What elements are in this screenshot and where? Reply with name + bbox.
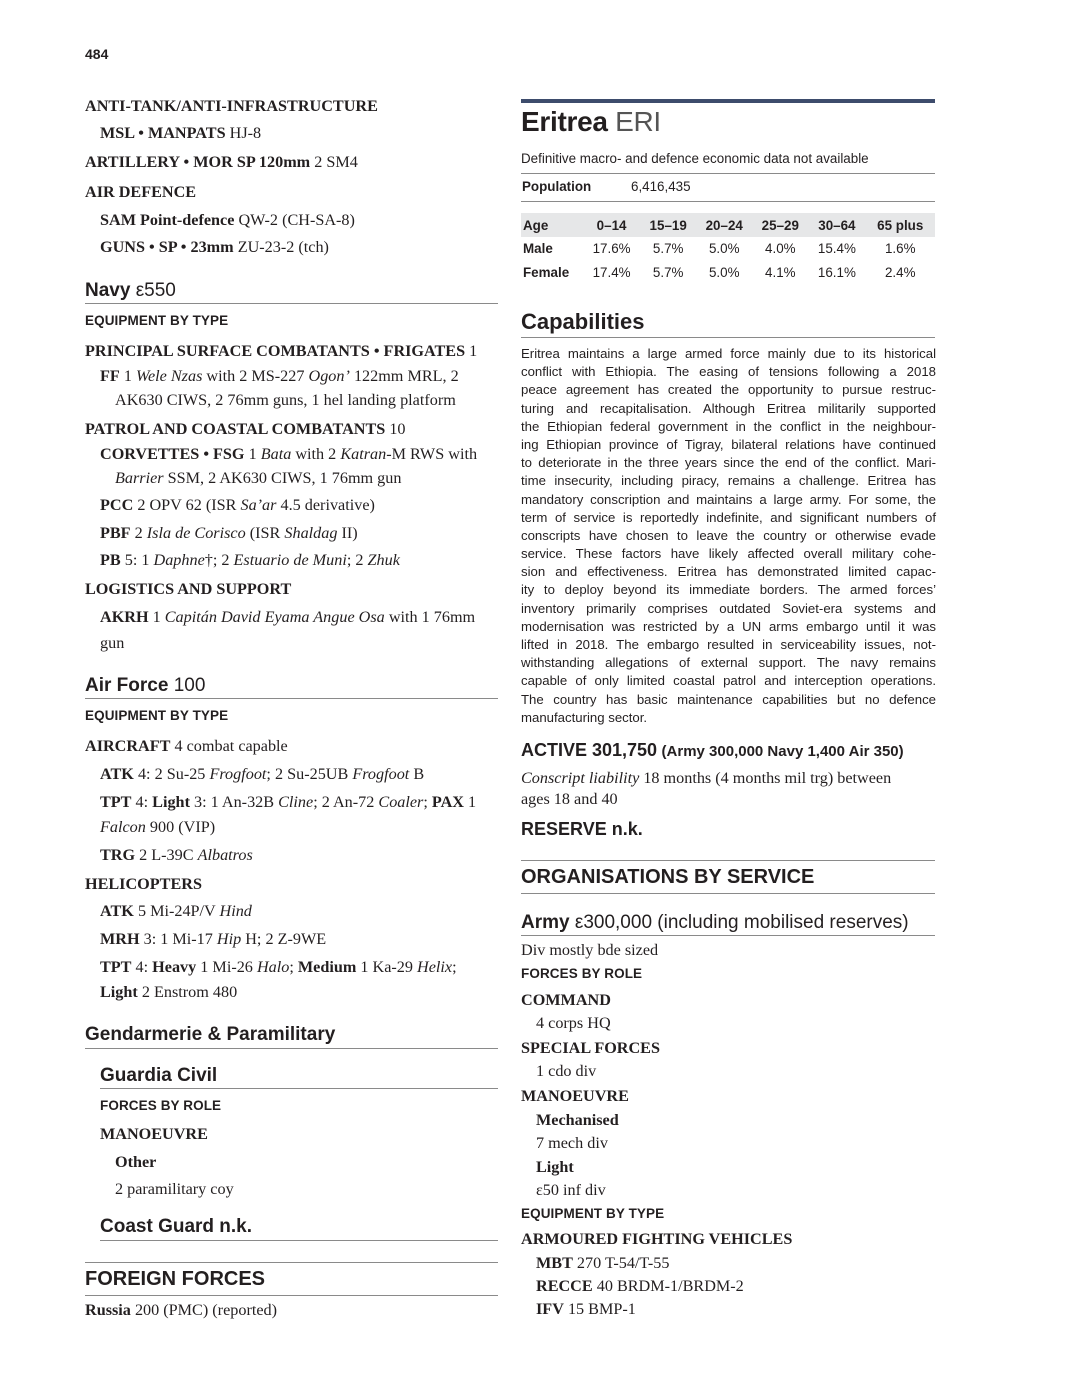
age-table-header (521, 213, 935, 237)
capabilities-line: the Ethiopian federal government in the conflict in the neighbour- (521, 418, 936, 434)
page-number: 484 (85, 46, 109, 62)
aircraft-line: AIRCRAFT 4 combat capable (85, 737, 288, 755)
mechanised-value: 7 mech div (536, 1134, 608, 1152)
age-header-cell: 25–29 (752, 213, 808, 237)
age-cell: 4.0% (765, 241, 796, 257)
mrh-line: MRH 3: 1 Mi-17 Hip H; 2 Z-9WE (100, 930, 327, 948)
special-forces-heading: SPECIAL FORCES (521, 1039, 660, 1057)
capabilities-paragraph (521, 345, 936, 727)
recce-line: RECCE 40 BRDM-1/BRDM-2 (536, 1277, 744, 1295)
capabilities-line: peace agreement has created the opportunity to pursue restruc- (521, 382, 936, 398)
heli-tpt-line-2: Light 2 Enstrom 480 (100, 983, 238, 1001)
atk-line: ATK 4: 2 Su-25 Frogfoot; 2 Su-25UB Frogfoot B (100, 765, 425, 783)
navy-rule (85, 303, 498, 304)
age-header-cell: 65 plus (865, 213, 935, 237)
army-rule (521, 935, 935, 936)
age-row-label: Male (523, 241, 553, 257)
age-cell: 17.6% (592, 241, 631, 257)
organisations-heading: ORGANISATIONS BY SERVICE (521, 866, 815, 888)
pcc-heading: PATROL AND COASTAL COMBATANTS 10 (85, 420, 406, 438)
capabilities-line: modernisation was restricted by a UN arms embargo until it was (521, 618, 936, 634)
akrh-line: AKRH 1 Capitán David Eyama Angue Osa with 1 76mm (100, 608, 476, 626)
capabilities-line: The country has basic maintenance capabilities but no defence (521, 691, 936, 707)
age-cell: 5.0% (708, 264, 740, 280)
at-heading: ANTI-TANK/ANTI-INFRASTRUCTURE (85, 97, 378, 115)
pb-line: PB 5: 1 Daphne†; 2 Estuario de Muni; 2 Zhuk (100, 551, 400, 569)
mechanised-heading: Mechanised (536, 1111, 619, 1129)
capabilities-line: conscripts have chosen to leave the country or otherwise evade (521, 527, 936, 543)
gendarmerie-heading: Gendarmerie & Paramilitary (85, 1024, 336, 1045)
age-table-row-female (521, 261, 935, 285)
pbf-line: PBF 2 Isla de Corisco (ISR Shaldag II) (100, 524, 358, 542)
coast-guard-heading: Coast Guard n.k. (100, 1216, 253, 1237)
gendarmerie-rule (85, 1048, 498, 1049)
afv-heading: ARMOURED FIGHTING VEHICLES (521, 1230, 793, 1248)
capabilities-line: capable of only limited coastal patrol and interception operations. (521, 673, 936, 689)
age-row-label: Female (523, 264, 570, 280)
gc-forces-heading: FORCES BY ROLE (100, 1098, 222, 1113)
ff-line: FF 1 Wele Nzas with 2 MS-227 Ogon’ 122mm MRL, 2 (100, 367, 459, 385)
at-msl-line: MSL • MANPATS HJ-8 (100, 124, 262, 142)
age-header-cell: 0–14 (583, 213, 640, 237)
reserve-line: RESERVE n.k. (521, 819, 643, 839)
army-note: Div mostly bde sized (521, 941, 659, 959)
capabilities-line: time insecurity, including piracy, remains a challenge. Eritrea has (521, 473, 936, 489)
age-header-cell: 20–24 (696, 213, 752, 237)
capabilities-line: turing and recapitalisation. Although Eritrea militarily supported (521, 400, 936, 416)
age-cell: 5.7% (652, 241, 684, 257)
air-force-heading: Air Force 100 (85, 675, 206, 696)
capabilities-line: term of service is reportedly indefinite, and significant numbers of (521, 509, 936, 525)
special-forces-value: 1 cdo div (536, 1062, 597, 1080)
macro-rule (521, 173, 935, 174)
trg-line: TRG 2 L-39C Albatros (100, 846, 253, 864)
macro-note: Definitive macro- and defence economic data not available (521, 151, 869, 166)
age-cell: 4.1% (765, 264, 796, 280)
capabilities-line: service. These factors have likely affected overall military cohe- (521, 546, 936, 562)
age-header-cell: 30–64 (808, 213, 865, 237)
forces-by-role-heading: FORCES BY ROLE (521, 966, 643, 981)
ff-line-2: AK630 CIWS, 2 76mm guns, 1 hel landing platform (115, 391, 456, 409)
air-force-rule (85, 698, 498, 699)
age-header-cell: 15–19 (640, 213, 696, 237)
ifv-line: IFV 15 BMP-1 (536, 1300, 636, 1318)
conscript-line-2: ages 18 and 40 (521, 790, 618, 808)
mbt-line: MBT 270 T-54/T-55 (536, 1254, 670, 1272)
age-cell: 2.4% (884, 264, 916, 280)
pcc-line: PCC 2 OPV 62 (ISR Sa’ar 4.5 derivative) (100, 496, 375, 514)
orgs-rule (521, 893, 935, 894)
air-defence-heading: AIR DEFENCE (85, 183, 197, 201)
capabilities-line: manufacturing sector. (521, 709, 648, 725)
logistics-heading: LOGISTICS AND SUPPORT (85, 580, 292, 598)
army-equipment-heading: EQUIPMENT BY TYPE (521, 1206, 665, 1221)
age-cell: 16.1% (817, 264, 856, 280)
gc-other-value: 2 paramilitary coy (115, 1180, 234, 1198)
capabilities-line: Eritrea maintains a large armed force mainly due to its historical (521, 346, 936, 361)
akrh-line-2: gun (100, 634, 125, 652)
active-line: ACTIVE 301,750 (Army 300,000 Navy 1,400 Air 350) (521, 740, 904, 760)
army-heading: Army ε300,000 (including mobilised reserves) (521, 912, 909, 933)
population-rule (521, 201, 935, 202)
air-force-equipment-heading: EQUIPMENT BY TYPE (85, 708, 229, 723)
foreign-forces-rule (85, 1295, 498, 1296)
sam-line: SAM Point-defence QW-2 (CH-SA-8) (100, 211, 355, 229)
heli-atk-line: ATK 5 Mi-24P/V Hind (100, 902, 252, 920)
population-label: Population (522, 179, 592, 194)
command-value: 4 corps HQ (536, 1014, 611, 1032)
capabilities-line: conflict with Ethiopia. The easing of tensions following a 2018 (521, 364, 936, 380)
command-heading: COMMAND (521, 991, 611, 1009)
capabilities-line: lifted in 2018. The embargo resulted in serviceability issues, not- (521, 637, 936, 652)
corvettes-line: CORVETTES • FSG 1 Bata with 2 Katran-M RWS with (100, 445, 478, 463)
foreign-forces-top-rule (85, 1262, 498, 1263)
light-heading: Light (536, 1158, 574, 1176)
capabilities-line: inventory primarily comprises outdated Soviet-era systems and (521, 600, 936, 616)
age-cell: 5.7% (652, 264, 684, 280)
age-cell: 1.6% (884, 241, 916, 257)
capabilities-line: to deteriorate in the three years since the end of the conflict. Mari- (521, 455, 936, 471)
artillery-line: ARTILLERY • MOR SP 120mm 2 SM4 (85, 153, 358, 171)
conscript-line: Conscript liability 18 months (4 months mil trg) between (521, 769, 892, 787)
navy-heading: Navy ε550 (85, 280, 176, 301)
age-table-row-male (521, 237, 935, 261)
guardia-civil-rule (100, 1088, 498, 1089)
country-title-bar (521, 99, 935, 103)
capabilities-rule (521, 337, 935, 338)
capabilities-line: ing Ethiopian province of Tigray, bilateral relations have continued (521, 436, 936, 452)
corvettes-line-2: Barrier SSM, 2 AK630 CIWS, 1 76mm gun (115, 469, 402, 487)
capabilities-heading: Capabilities (521, 309, 645, 334)
age-cell: 17.4% (592, 264, 631, 280)
tpt-line: TPT 4: Light 3: 1 An-32B Cline; 2 An-72 Coaler; PAX 1 (100, 793, 477, 811)
country-title: Eritrea ERI (521, 106, 661, 137)
capabilities-line: sion and effectiveness. Eritrea has demonstrated limited capac- (521, 564, 936, 580)
tpt-line-2: Falcon 900 (VIP) (100, 818, 216, 836)
gc-manoeuvre-heading: MANOEUVRE (100, 1125, 208, 1143)
russia-line: Russia 200 (PMC) (reported) (85, 1301, 277, 1319)
navy-equipment-heading: EQUIPMENT BY TYPE (85, 313, 229, 328)
heli-tpt-line: TPT 4: Heavy 1 Mi-26 Halo; Medium 1 Ka-29 Helix; (100, 958, 457, 976)
orgs-top-rule (521, 860, 935, 861)
capabilities-line: ity to deploy beyond its immediate borders. The armed forces’ (521, 582, 936, 598)
age-header-cell: Age (521, 213, 583, 237)
coast-guard-rule (100, 1240, 498, 1241)
capabilities-line: mandatory conscription and maintains a large army. For some, the (521, 491, 936, 507)
psc-line: PRINCIPAL SURFACE COMBATANTS • FRIGATES 1 (85, 342, 478, 360)
age-cell: 5.0% (708, 241, 740, 257)
population-value: 6,416,435 (631, 179, 691, 194)
foreign-forces-heading: FOREIGN FORCES (85, 1268, 266, 1290)
age-table (521, 213, 935, 284)
manoeuvre-heading: MANOEUVRE (521, 1087, 629, 1105)
age-cell: 15.4% (817, 241, 856, 257)
light-value: ε50 inf div (536, 1181, 606, 1199)
helicopters-heading: HELICOPTERS (85, 875, 202, 893)
gc-other-heading: Other (115, 1153, 157, 1171)
guns-line: GUNS • SP • 23mm ZU-23-2 (tch) (100, 238, 329, 256)
guardia-civil-heading: Guardia Civil (100, 1065, 218, 1086)
capabilities-line: withstanding allegations of external support. The navy remains (521, 655, 936, 671)
